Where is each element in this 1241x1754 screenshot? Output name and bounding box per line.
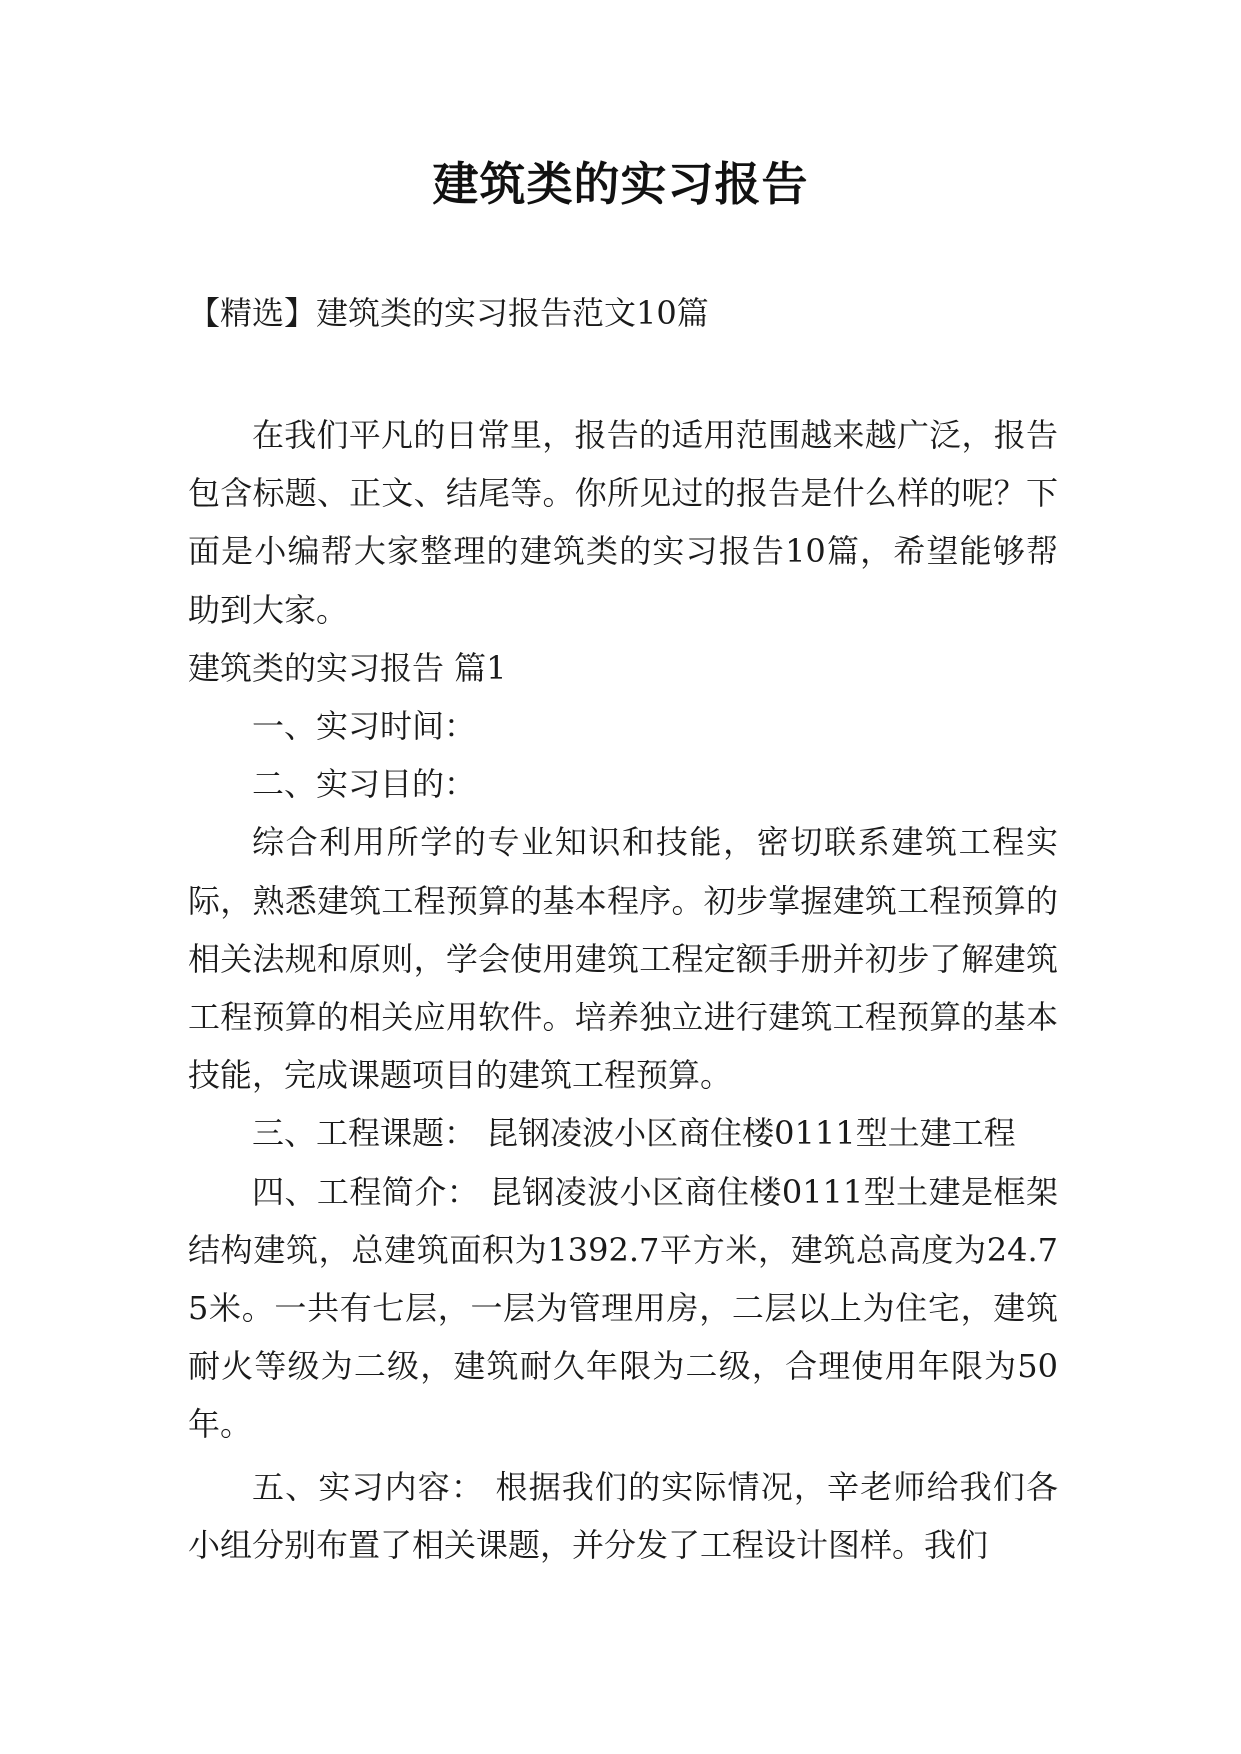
- item-internship-purpose: 二、实习目的：: [252, 765, 477, 804]
- document-title: 建筑类的实习报告: [432, 157, 809, 211]
- section-heading: 建筑类的实习报告 篇1: [188, 648, 507, 687]
- item-internship-time: 一、实习时间：: [252, 707, 477, 746]
- intro-paragraph: 在我们平凡的日常里，报告的适用范围越来越广泛，报告包含标题、正文、结尾等。你所见过的报告是什么样的呢？下面是小编帮大家整理的建筑类的实习报告10篇，希望能够帮助到大家。: [188, 416, 1058, 629]
- item-project-overview: 四、工程简介： 昆钢凌波小区商住楼0111型土建是框架结构建筑，总建筑面积为1392.7平方米，建筑总高度为24.75米。一共有七层，一层为管理用房，二层以上为住宅，建筑耐火等级为二级，建筑耐久年限为二级，合理使用年限为50年。: [188, 1172, 1058, 1444]
- item-project-topic: 三、工程课题： 昆钢凌波小区商住楼0111型土建工程: [252, 1114, 1016, 1153]
- document-subtitle: 【精选】建筑类的实习报告范文10篇: [188, 294, 709, 332]
- purpose-paragraph: 综合利用所学的专业知识和技能，密切联系建筑工程实际，熟悉建筑工程预算的基本程序。初步掌握建筑工程预算的相关法规和原则，学会使用建筑工程定额手册并初步了解建筑工程预算的相关应用软件。培养独立进行建筑工程预算的基本技能，完成课题项目的建筑工程预算。: [188, 823, 1058, 1095]
- item-internship-content: 五、实习内容： 根据我们的实际情况，辛老师给我们各小组分别布置了相关课题，并分发了工程设计图样。我们: [188, 1467, 1058, 1564]
- document-body: [188, 406, 1058, 1574]
